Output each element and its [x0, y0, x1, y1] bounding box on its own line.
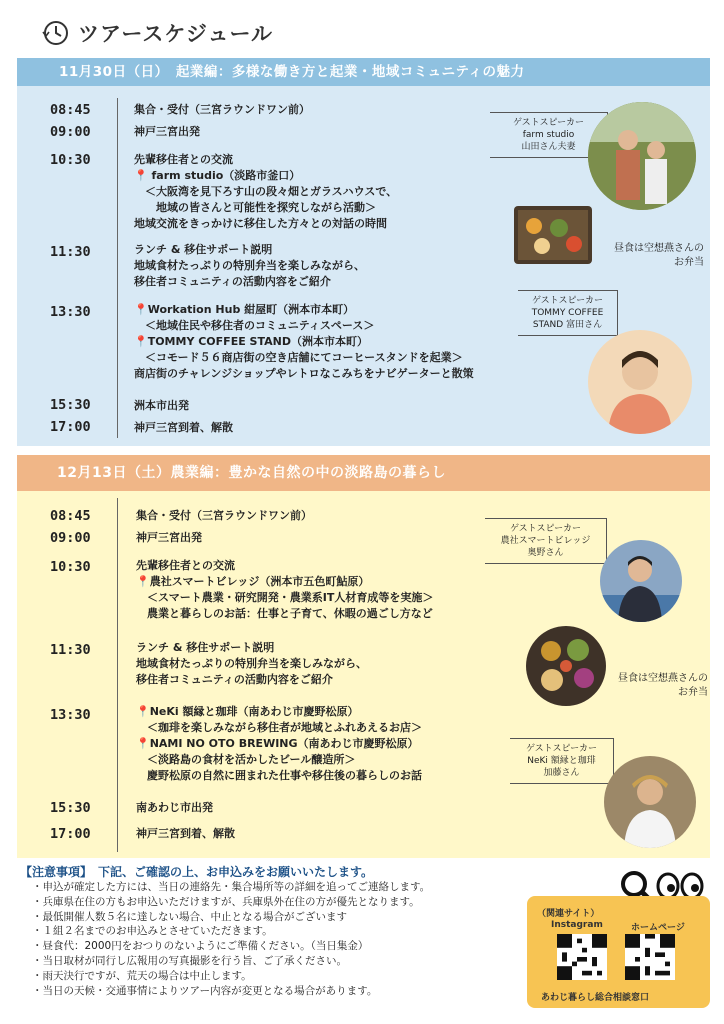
day2-guest1-label: ゲストスピーカー 農社スマートビレッジ 奥野さん [485, 518, 607, 564]
notes-item: ・当日取材が同行し広報用の写真撮影を行う旨、ご了承ください。 [32, 954, 347, 967]
notes-item: ・昼食代：2000円をおつりのないようにご準備ください。（当日集金） [32, 940, 369, 953]
day2-time: 11:30 [50, 642, 91, 658]
day2-item-text: 神戸三宮出発 [136, 531, 202, 544]
related-heading: （関連サイト） [537, 909, 600, 919]
day1-item-text: 集合・受付（三宮ラウンドワン前） [134, 103, 310, 116]
day1-time: 15:30 [50, 397, 91, 413]
day2-item-text: 📍農社スマートビレッジ（洲本市五色町鮎原） [136, 575, 370, 588]
day2-time: 10:30 [50, 559, 91, 575]
notes-heading: 【注意事項】 下記、ご確認の上、お申込みをお願いいたします。 [20, 865, 374, 879]
day1-item-text: 洲本市出発 [134, 399, 189, 412]
day1-guest2-label: ゲストスピーカー TOMMY COFFEE STAND 富田さん [518, 290, 618, 336]
day1-item-text: ＜地域住民や移住者のコミュニティスペース＞ [134, 319, 375, 332]
day2-item-text: 慶野松原の自然に囲まれた仕事や移住後の暮らしのお話 [136, 769, 422, 782]
notes-section [20, 864, 520, 998]
notes-item: ・雨天決行ですが、荒天の場合は中止します。 [32, 969, 252, 982]
instagram-label: Instagram [551, 920, 603, 930]
day2-timeline-line [117, 498, 118, 852]
day1-item-text: 商店街のチャレンジショップやレトロなこみちをナビゲーターと散策 [134, 367, 474, 380]
day2-lunch-caption: 昼食は空想燕さんの お弁当 [618, 673, 708, 698]
instagram-qr-code[interactable] [557, 934, 607, 980]
notes-item: ・１組２名までのお申込みとさせていただきます。 [32, 925, 273, 938]
day1-time: 17:00 [50, 419, 91, 435]
day1-item-text: 地域食材たっぷりの特別弁当を楽しみながら、 [134, 259, 365, 272]
day2-item-text: ＜珈琲を楽しみながら移住者が地域とふれあえるお店＞ [136, 721, 422, 734]
day2-guest2-photo [604, 756, 696, 848]
day2-header: 12月13日（土）農業編：豊かな自然の中の淡路島の暮らし [17, 455, 710, 491]
title-row [40, 16, 273, 50]
day1-time: 13:30 [50, 304, 91, 320]
day2-item-text: 地域食材たっぷりの特別弁当を楽しみながら、 [136, 657, 367, 670]
day2-guest1-photo [600, 540, 682, 622]
day2-item-text: 南あわじ市出発 [136, 801, 213, 814]
day1-guest1-label: ゲストスピーカー farm studio 山田さん夫妻 [490, 112, 608, 158]
day1-item-text: ランチ & 移住サポート説明 [134, 243, 273, 256]
day2-item-text: 📍NeKi 額縁と珈琲（南あわじ市慶野松原） [136, 705, 359, 718]
day2-time: 09:00 [50, 530, 91, 546]
day2-item-text: 先輩移住者との交流 [136, 559, 235, 572]
day1-item-text: 移住者コミュニティの活動内容をご紹介 [134, 275, 331, 288]
day1-item-text: 神戸三宮到着、解散 [134, 421, 233, 434]
notes-item: ・申込が確定した方には、当日の連絡先・集合場所等の詳細を追ってご連絡します。 [32, 881, 431, 893]
day1-item-text: 📍TOMMY COFFEE STAND（洲本市本町） [134, 335, 368, 348]
day1-guest2-photo [588, 330, 692, 434]
day1-lunch-photo [514, 206, 592, 264]
day1-timeline-line [117, 98, 118, 438]
day1-time: 11:30 [50, 244, 91, 260]
day1-time: 09:00 [50, 124, 91, 140]
day1-time: 10:30 [50, 152, 91, 168]
day1-lunch-caption: 昼食は空想燕さんの お弁当 [614, 243, 704, 268]
clock-icon [40, 18, 70, 48]
notes-item: ・最低開催人数５名に達しない場合、中止となる場合がございます [32, 910, 347, 923]
day2-item-text: 移住者コミュニティの活動内容をご紹介 [136, 673, 333, 686]
day2-time: 13:30 [50, 707, 91, 723]
homepage-qr-code[interactable] [625, 934, 675, 980]
day2-item-text: ＜スマート農業・研究開発・農業系IT人材育成等を実施＞ [136, 591, 434, 604]
day1-item-text: 神戸三宮出発 [134, 125, 200, 138]
day1-time: 08:45 [50, 102, 91, 118]
day1-item-text: 📍 farm studio（淡路市釜口） [134, 169, 301, 182]
day2-item-text: 📍NAMI NO OTO BREWING（南あわじ市慶野松原） [136, 737, 419, 750]
day1-item-text: 先輩移住者との交流 [134, 153, 233, 166]
day2-lunch-photo [526, 626, 606, 706]
related-sites-box [527, 896, 710, 1008]
day2-time: 17:00 [50, 826, 91, 842]
day1-item-text: ＜コモード５６商店街の空き店舗にてコーヒースタンドを起業＞ [134, 351, 463, 364]
homepage-label: ホームページ [631, 923, 685, 933]
day2-item-text: 集合・受付（三宮ラウンドワン前） [136, 509, 312, 522]
day1-item-text: 地域の皆さんと可能性を探究しながら活動＞ [134, 201, 376, 214]
day2-item-text: ＜淡路島の食材を活かしたビール醸造所＞ [136, 753, 356, 766]
day1-item-text: ＜大阪湾を見下ろす山の段々畑とガラスハウスで、 [134, 185, 398, 198]
day1-guest1-photo [588, 102, 696, 210]
day1-item-text: 地域交流をきっかけに移住した方々との対話の時間 [134, 217, 387, 230]
notes-item: ・当日の天候・交通事情によりツアー内容が変更となる場合があります。 [32, 984, 378, 997]
notes-item: ・兵庫県在住の方もお申込いただけますが、兵庫県外在住の方が優先となります。 [32, 895, 420, 908]
day1-header: 11月30日（日） 起業編：多様な働き方と起業・地域コミュニティの魅力 [17, 58, 710, 86]
day1-item-text: 📍Workation Hub 紺屋町（洲本市本町） [134, 303, 355, 316]
day2-item-text: 神戸三宮到着、解散 [136, 827, 235, 840]
day2-guest2-label: ゲストスピーカー NeKi 額縁と珈琲 加藤さん [510, 738, 614, 784]
page-title: ツアースケジュール [78, 22, 274, 46]
day2-item-text: 農業と暮らしのお話：仕事と子育て、休暇の過ごし方など [136, 607, 433, 620]
day2-time: 08:45 [50, 508, 91, 524]
day2-time: 15:30 [50, 800, 91, 816]
related-footer: あわじ暮らし総合相談窓口 [541, 993, 650, 1003]
day2-item-text: ランチ & 移住サポート説明 [136, 641, 275, 654]
